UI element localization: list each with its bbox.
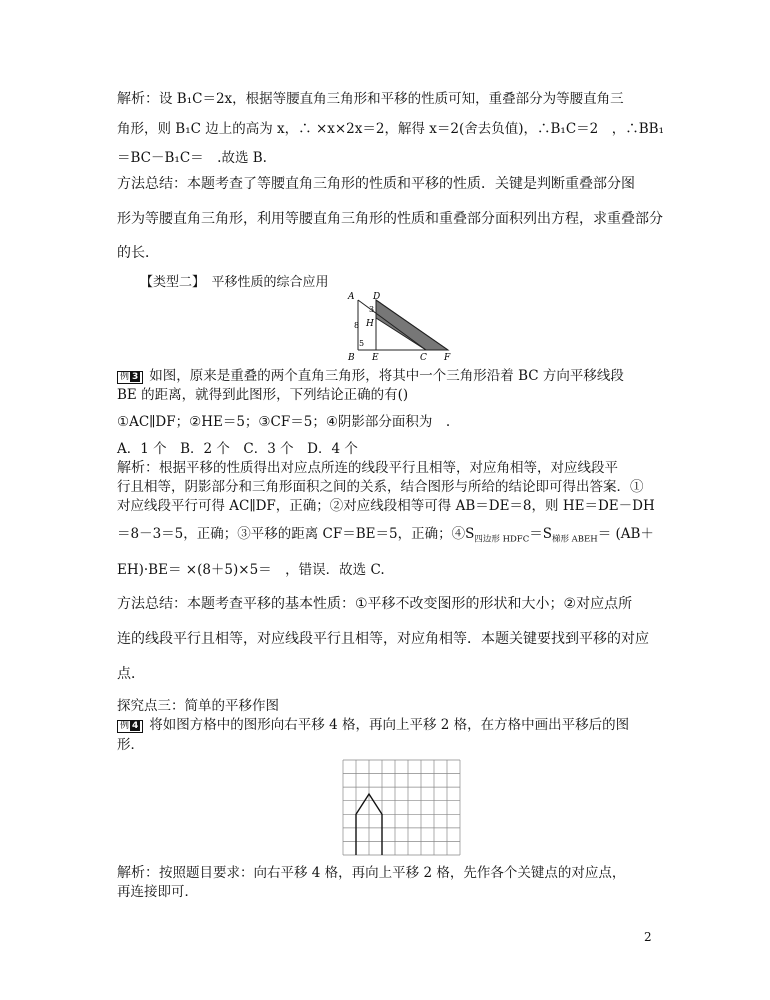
label-8: 8 — [354, 321, 360, 330]
method-summary-1-line-2: 形为等腰直角三角形，利用等腰直角三角形的性质和重叠部分面积列出方程，求重叠部分 — [117, 211, 663, 227]
translation-grid-figure — [340, 757, 462, 857]
analysis-4-line-1: 解析：按照题目要求：向右平移 4 格，再向上平移 2 格，先作各个关键点的对应点， — [117, 865, 626, 881]
analysis-line-1: 解析：设 B₁C＝2x，根据等腰直角三角形和平移的性质可知，重叠部分为等腰直角三 — [117, 91, 624, 107]
example-3-line-1: 例 3 如图，原来是重叠的两个直角三角形，将其中一个三角形沿着 BC 方向平移线段 — [117, 366, 657, 386]
explore-point-3-heading: 探究点三：简单的平移作图 — [117, 698, 279, 714]
analysis-4-line-2: 再连接即可． — [117, 884, 198, 900]
analysis-3-line-2: 行且相等，阴影部分和三角形面积之间的关系，结合图形与所给的结论即可得出答案．① — [117, 479, 644, 495]
example-4-badge: 例 4 — [117, 720, 143, 733]
example-4-line-1: 例 4 将如图方格中的图形向右平移 4 格，再向上平移 2 格，在方格中画出平移后的图 — [117, 715, 657, 735]
analysis-3-line-5: EH)·BE＝ ×(8＋5)×5＝ ，错误．故选 C. — [117, 562, 385, 578]
method-summary-2-line-2: 连的线段平行且相等，对应线段平行且相等，对应角相等．本题关键要找到平移的对应 — [117, 631, 649, 647]
label-5: 5 — [359, 339, 365, 348]
example-4-line-2: 形． — [117, 737, 144, 753]
method-summary-1-line-1: 方法总结：本题考查了等腰直角三角形的性质和平移的性质．关键是判断重叠部分图 — [117, 176, 635, 192]
example-3-line-2: BE 的距离，就得到此图形，下列结论正确的有() — [117, 387, 409, 403]
example-3-statements: ①AC∥DF；②HE＝5；③CF＝5；④阴影部分面积为 . — [117, 414, 451, 430]
example-3-options: A．1 个 B．2 个 C．3 个 D．4 个 — [117, 441, 358, 457]
type2-heading: 【类型二】 平移性质的综合应用 — [140, 275, 329, 290]
analysis-line-2: 角形，则 B₁C 边上的高为 x，∴ ×x×2x＝2，解得 x＝2(舍去负值)，∴B₁C＝2 ，∴BB₁ — [117, 121, 664, 137]
label-A: A — [348, 292, 355, 302]
example-3-badge: 例 3 — [117, 371, 143, 384]
label-F: F — [444, 353, 451, 363]
page-number: 2 — [644, 930, 652, 944]
translation-triangle-figure — [340, 288, 460, 363]
method-summary-1-line-3: 的长． — [117, 245, 159, 261]
method-summary-2-line-1: 方法总结：本题考查平移的基本性质：①平移不改变图形的形状和大小；②对应点所 — [117, 596, 633, 612]
label-D: D — [373, 292, 381, 302]
analysis-3-line-3: 对应线段平行可得 AC∥DF，正确；②对应线段相等可得 AB＝DE＝8，则 HE＝DE－DH — [117, 498, 655, 514]
label-H: H — [366, 319, 374, 329]
label-3: 3 — [369, 305, 375, 314]
label-E: E — [372, 353, 379, 363]
method-summary-2-line-3: 点． — [117, 666, 145, 682]
analysis-3-line-4: ＝8－3＝5，正确；③平移的距离 CF＝BE＝5，正确；$④S_{四边形 HDFC}=S_{梯形 ABEH}= (AB+$ — [117, 526, 654, 545]
label-B: B — [348, 353, 355, 363]
analysis-line-3: ＝BC－B₁C＝ .故选 B. — [117, 150, 267, 166]
analysis-3-line-1: 解析：根据平移的性质得出对应点所连的线段平行且相等，对应角相等，对应线段平 — [117, 460, 618, 476]
label-C: C — [420, 353, 427, 363]
